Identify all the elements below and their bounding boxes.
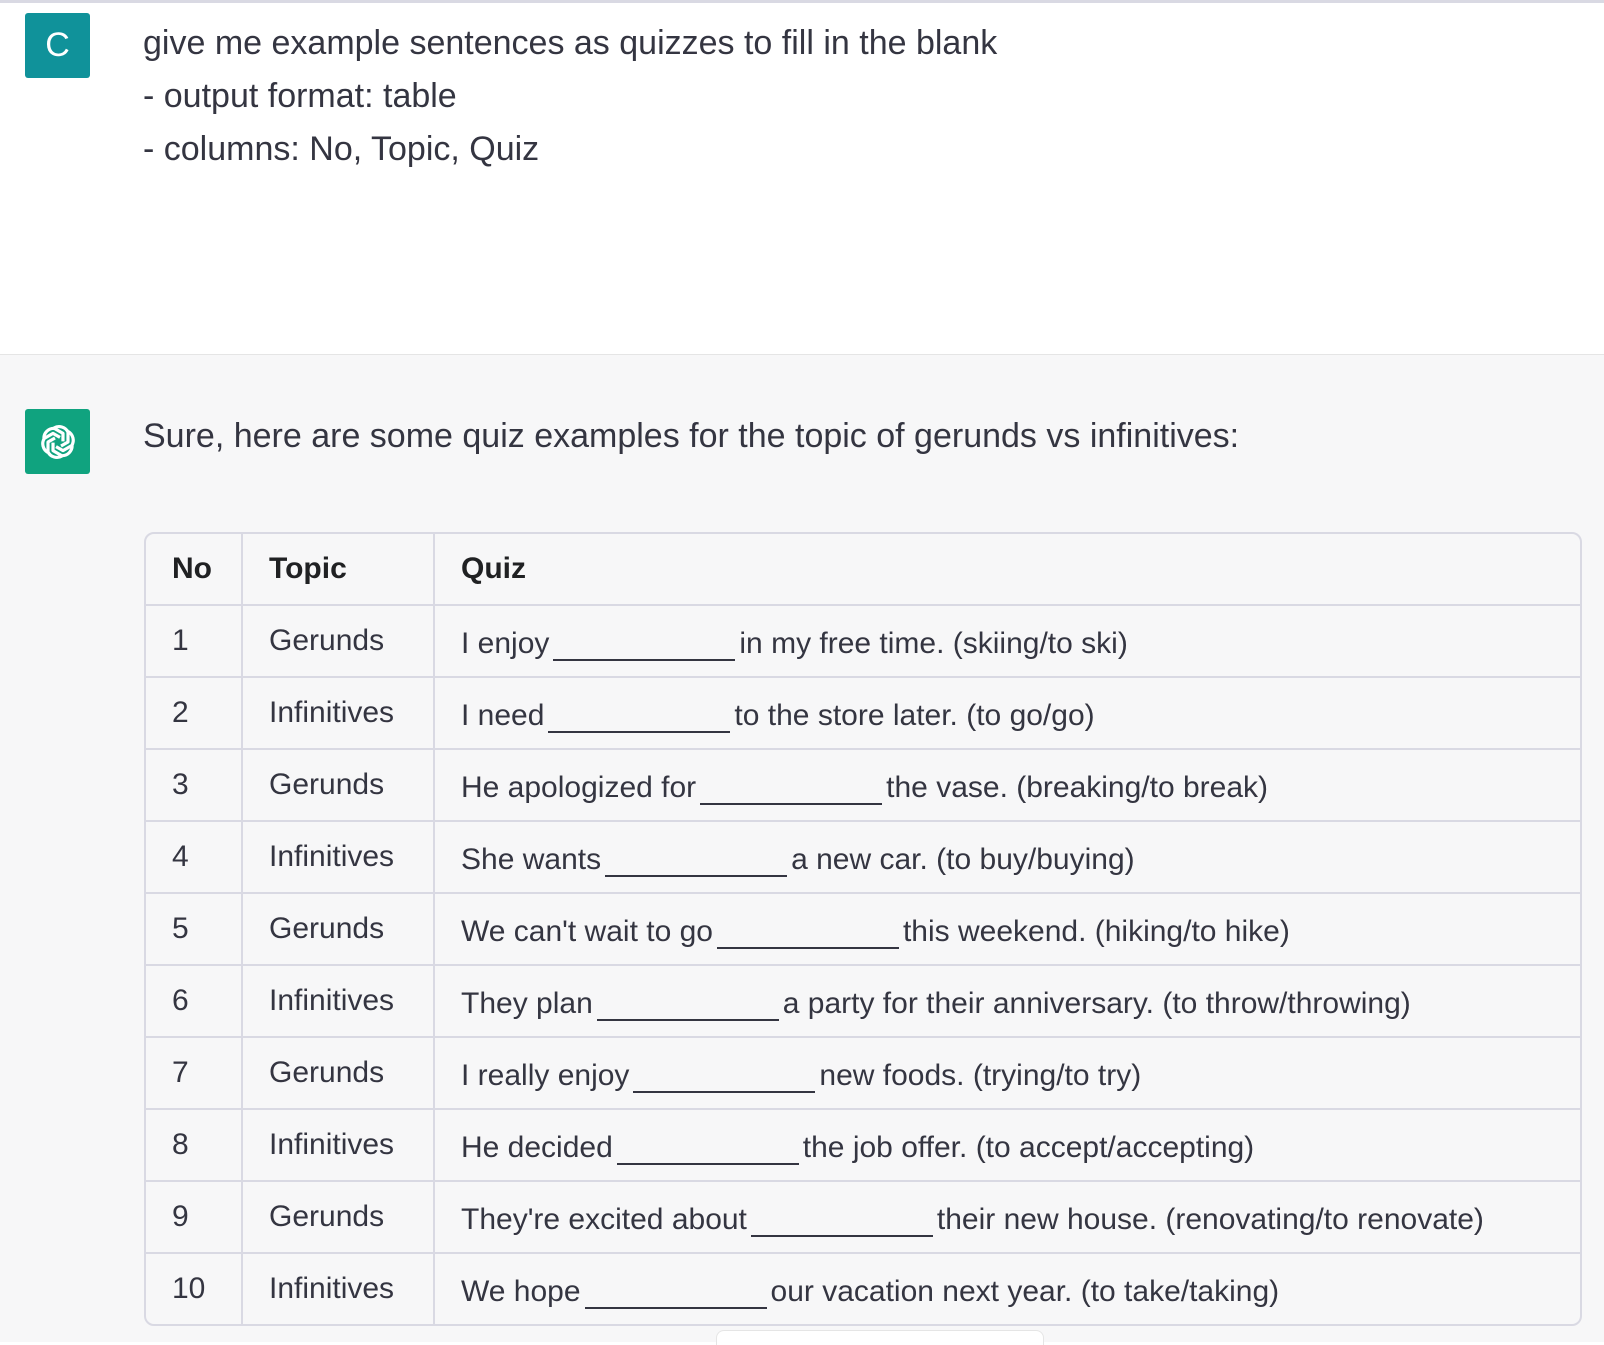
assistant-message [0, 355, 1604, 1342]
quiz-text-before: I enjoy [461, 627, 550, 660]
cell-topic: Infinitives [242, 821, 434, 893]
quiz-text-after: their new house. (renovating/to renovate) [936, 1203, 1484, 1236]
fill-in-blank [717, 917, 899, 949]
quiz-table [144, 532, 1582, 1326]
cell-no: 6 [146, 965, 242, 1037]
quiz-text-after: a party for their anniversary. (to throw/throwing) [782, 987, 1411, 1020]
quiz-text-after: new foods. (trying/to try) [819, 1059, 1142, 1092]
cell-no: 8 [146, 1109, 242, 1181]
cell-quiz [434, 749, 1580, 821]
openai-logo-icon [25, 409, 90, 474]
quiz-text-after: to the store later. (to go/go) [734, 699, 1095, 732]
quiz-text-before: She wants [461, 843, 602, 876]
table-body [146, 605, 1580, 1324]
table-row [146, 1181, 1580, 1253]
fill-in-blank [605, 845, 787, 877]
table-row [146, 893, 1580, 965]
quiz-text-before: They're excited about [461, 1203, 747, 1236]
fill-in-blank [700, 773, 882, 805]
cell-topic: Gerunds [242, 1037, 434, 1109]
user-message [0, 3, 1604, 355]
table-row [146, 965, 1580, 1037]
quiz-text-before: I really enjoy [461, 1059, 630, 1092]
column-header-quiz: Quiz [434, 534, 1580, 605]
table-row [146, 749, 1580, 821]
cell-no: 5 [146, 893, 242, 965]
table-row [146, 1037, 1580, 1109]
cell-quiz [434, 893, 1580, 965]
fill-in-blank [597, 989, 779, 1021]
cell-topic: Infinitives [242, 965, 434, 1037]
user-message-text [143, 17, 997, 176]
user-message-line: - columns: No, Topic, Quiz [143, 130, 540, 168]
scroll-to-bottom-tab[interactable] [716, 1330, 1044, 1345]
quiz-text-before: He apologized for [461, 771, 697, 804]
quiz-text-after: the job offer. (to accept/accepting) [802, 1131, 1255, 1164]
table-row [146, 605, 1580, 677]
quiz-text-after: this weekend. (hiking/to hike) [902, 915, 1290, 948]
cell-topic: Infinitives [242, 1253, 434, 1324]
quiz-text-before: They plan [461, 987, 593, 1020]
fill-in-blank [548, 701, 730, 733]
cell-no: 1 [146, 605, 242, 677]
fill-in-blank [751, 1205, 933, 1237]
cell-quiz [434, 1253, 1580, 1324]
cell-topic: Gerunds [242, 893, 434, 965]
cell-quiz [434, 1109, 1580, 1181]
cell-no: 3 [146, 749, 242, 821]
quiz-text-after: the vase. (breaking/to break) [886, 771, 1269, 804]
assistant-intro-text: Sure, here are some quiz examples for the topic of gerunds vs infinitives: [143, 417, 1240, 455]
table-row [146, 1253, 1580, 1324]
openai-logo-icon-svg [35, 419, 81, 465]
quiz-text-before: He decided [461, 1131, 613, 1164]
user-message-line: - output format: table [143, 77, 457, 115]
cell-quiz [434, 821, 1580, 893]
cell-no: 4 [146, 821, 242, 893]
quiz-text-after: in my free time. (skiing/to ski) [739, 627, 1128, 660]
cell-quiz [434, 677, 1580, 749]
quiz-text-after: a new car. (to buy/buying) [791, 843, 1135, 876]
quiz-text-after: our vacation next year. (to take/taking) [770, 1275, 1280, 1308]
cell-no: 7 [146, 1037, 242, 1109]
cell-quiz [434, 965, 1580, 1037]
quiz-text-before: We hope [461, 1275, 581, 1308]
fill-in-blank [585, 1277, 767, 1309]
cell-quiz [434, 1181, 1580, 1253]
column-header-no: No [146, 534, 242, 605]
cell-no: 2 [146, 677, 242, 749]
quiz-table-grid [146, 534, 1580, 1324]
cell-topic: Infinitives [242, 677, 434, 749]
table-row [146, 677, 1580, 749]
fill-in-blank [553, 629, 735, 661]
fill-in-blank [617, 1133, 799, 1165]
table-row [146, 1109, 1580, 1181]
quiz-text-before: I need [461, 699, 545, 732]
cell-no: 10 [146, 1253, 242, 1324]
cell-topic: Infinitives [242, 1109, 434, 1181]
fill-in-blank [633, 1061, 815, 1093]
cell-no: 9 [146, 1181, 242, 1253]
column-header-topic: Topic [242, 534, 434, 605]
table-header-row [146, 534, 1580, 605]
cell-topic: Gerunds [242, 749, 434, 821]
cell-quiz [434, 1037, 1580, 1109]
user-avatar: C [25, 13, 90, 78]
table-row [146, 821, 1580, 893]
cell-quiz [434, 605, 1580, 677]
quiz-text-before: We can't wait to go [461, 915, 713, 948]
cell-topic: Gerunds [242, 605, 434, 677]
cell-topic: Gerunds [242, 1181, 434, 1253]
user-message-line: give me example sentences as quizzes to fill in the blank [143, 24, 998, 62]
